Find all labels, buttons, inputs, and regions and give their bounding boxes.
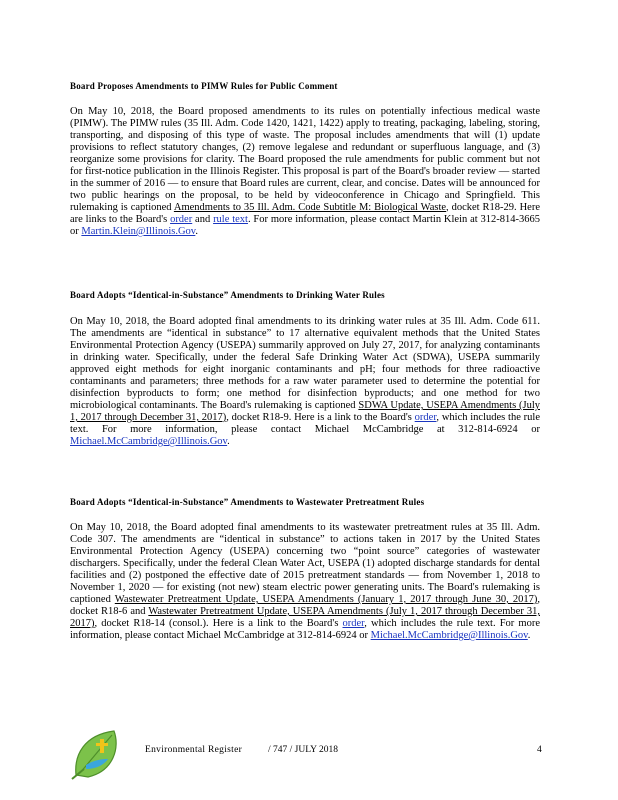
email-link[interactable]: Michael.McCambridge@Illinois.Gov xyxy=(370,630,528,641)
rulemaking-caption: Wastewater Pretreatment Update, USEPA Amendments (January 1, 2017 through June 30, 2017) xyxy=(114,594,538,605)
body-text: , docket R18-14 (consol.). Here is a link to the Board's xyxy=(94,618,343,629)
body-text: , which includes the rule text. For more information, please contact Michael McCambridge at 312-814-6924 or xyxy=(70,412,540,435)
email-link[interactable]: Martin.Klein@Illinois.Gov xyxy=(81,226,196,237)
footer-publication: Environmental Register xyxy=(145,745,243,755)
body-text: , docket R18-6 and xyxy=(70,594,540,617)
rulemaking-caption: Amendments to 35 Ill. Adm. Code Subtitle M: Biological Waste xyxy=(173,202,447,213)
footer-issue: / 747 / JULY 2018 xyxy=(268,745,338,755)
body-text: On May 10, 2018, the Board adopted final amendments to its drinking water rules at 35 Ill. Adm. Code 611. The amendments are “identical in substance” to 17 alternative equivalent methods that the United States Environmental Protection Agency (USEPA) summarily approved on July 27, 2017, for analyzing contaminants in drinking water. Specifically, under the federal Safe Drinking Water Act (SDWA), USEPA summarily approved eight methods for eight inorganic contaminants and pH; four methods for three radioactive contaminants and parameters; three methods for a raw water parameter used to determine the potential for disinfection byproducts to form; one method for disinfection byproducts; and one method for two microbiological contaminants. The Board's rulemaking is captioned xyxy=(70,316,540,411)
rule-text-link[interactable]: rule text xyxy=(213,214,248,225)
body-text: On May 10, 2018, the Board proposed amendments to its rules on potentially infectious medical waste (PIMW). The PIMW rules (35 Ill. Adm. Code 1420, 1421, 1422) apply to treating, packaging, labeling, storing, transporting, and disposing of this type of waste. The proposal includes amendments that will (1) update provisions to reflect statutory changes, (2) remove legalese and redundant or superfluous language, and (3) reorganize some provisions for clarity. The Board proposed the rule amendments for public comment but not for first-notice publication in the Illinois Register. This proposal is part of the Board's broader review — started in the summer of 2016 — to ensure that Board rules are current, clear, and concise. Dates will be announced for two public hearings on the proposal, to be held by videoconference in Chicago and Springfield. This rulemaking is captioned xyxy=(70,106,540,213)
page-footer xyxy=(0,738,618,778)
body-text: . For more information, please contact Martin Klein at 312-814-3665 or xyxy=(70,214,540,237)
body-text: On May 10, 2018, the Board adopted final amendments to its wastewater pretreatment rules at 35 Ill. Adm. Code 307. The amendments are “identical in substance” to actions taken in 2017 by the United States Environmental Protection Agency (USEPA) concerning two “point source” categories of wastewater dischargers. Specifically, under the federal Clean Water Act, USEPA (1) adopted discharge standards for dental facilities and (2) postponed the effective date of 2015 pretreatment standards — from November 1, 2018 to November 1, 2020 — for existing (not new) steam electric power generating units. The Board's rulemaking is captioned xyxy=(70,522,540,605)
section-pimw-body: On May 10, 2018, the Board proposed amendments to its rules on potentially infectious medical waste (PIMW). The PIMW rules (35 Ill. Adm. Code 1420, 1421, 1422) apply to treating, packaging, labeling, storing, transporting, and disposing of this type of waste. The proposal includes amendments that will (1) update provisions to reflect statutory changes, (2) remove legalese and redundant or superfluous language, and (3) reorganize some provisions for clarity. The Board proposed the rule amendments for public comment but not for first-notice publication in the Illinois Register. This proposal is part of the Board's broader review — started in the summer of 2016 — to ensure that Board rules are current, clear, and concise. Dates will be announced for two public hearings on the proposal, to be held by videoconference in Chicago and Springfield. This rulemaking is captioned Amendments to 35 Ill. Adm. Code Subtitle M: Biological Waste, docket R18-29. Here are links to the Board's order and rule text. For more information, please contact Martin Klein at 312-814-3665 or Martin.Klein@Illinois.Gov. xyxy=(70,106,541,237)
section-drinking-water-heading: Board Adopts “Identical-in-Substance” Amendments to Drinking Water Rules xyxy=(70,290,385,300)
order-link[interactable]: order xyxy=(414,412,437,423)
order-link[interactable]: order xyxy=(342,618,365,629)
order-link[interactable]: order xyxy=(170,214,193,225)
page-number: 4 xyxy=(537,745,542,755)
section-drinking-water-body: On May 10, 2018, the Board adopted final amendments to its drinking water rules at 35 Ill. Adm. Code 611. The amendments are “identical in substance” to 17 alternative equivalent methods that the United States Environmental Protection Agency (USEPA) summarily approved on July 27, 2017, for analyzing contaminants in drinking water. Specifically, under the federal Safe Drinking Water Act (SDWA), USEPA summarily approved eight methods for eight inorganic contaminants and pH; four methods for three radioactive contaminants and parameters; three methods for a raw water parameter used to determine the potential for disinfection byproducts to form; one method for disinfection byproducts; and one method for two microbiological contaminants. The Board's rulemaking is captioned SDWA Update, USEPA Amendments (July 1, 2017 through December 31, 2017), docket R18-9. Here is a link to the Board's order, which includes the rule text. For more information, please contact Michael McCambridge at 312-814-6924 or Michael.McCambridge@Illinois.Gov. xyxy=(70,316,540,447)
body-text: , docket R18-9. Here is a link to the Board's xyxy=(226,412,415,423)
email-link[interactable]: Michael.McCambridge@Illinois.Gov xyxy=(70,436,228,447)
section-wastewater-heading: Board Adopts “Identical-in-Substance” Amendments to Wastewater Pretreatment Rules xyxy=(70,497,425,507)
section-wastewater-body: On May 10, 2018, the Board adopted final amendments to its wastewater pretreatment rules at 35 Ill. Adm. Code 307. The amendments are “identical in substance” to actions taken in 2017 by the United States Environmental Protection Agency (USEPA) concerning two “point source” categories of wastewater dischargers. Specifically, under the federal Clean Water Act, USEPA (1) adopted discharge standards for dental facilities and (2) postponed the effective date of 2015 pretreatment standards — from November 1, 2018 to November 1, 2020 — for existing (not new) steam electric power generating units. The Board's rulemaking is captioned Wastewater Pretreatment Update, USEPA Amendments (January 1, 2017 through June 30, 2017), docket R18-6 and Wastewater Pretreatment Update, USEPA Amendments (July 1, 2017 through December 31, 2017), docket R18-14 (consol.). Here is a link to the Board's order, which includes the rule text. For more information, please contact Michael McCambridge at 312-814-6924 or Michael.McCambridge@Illinois.Gov. xyxy=(70,522,540,641)
body-text: , which includes the rule text. For more information, please contact Michael McCambridge at 312-814-6924 or xyxy=(70,618,540,641)
rulemaking-caption: (July 1, 2017 through December 31, 2017) xyxy=(70,400,540,423)
body-text: , docket R18-29. Here are links to the Board's xyxy=(70,202,541,225)
section-pimw-heading: Board Proposes Amendments to PIMW Rules for Public Comment xyxy=(70,81,338,91)
rulemaking-caption: Wastewater Pretreatment Update, USEPA Amendments (July 1, 2017 through December 31, 2017) xyxy=(70,606,540,629)
rulemaking-caption: SDWA Update, USEPA Amendments xyxy=(358,400,517,411)
